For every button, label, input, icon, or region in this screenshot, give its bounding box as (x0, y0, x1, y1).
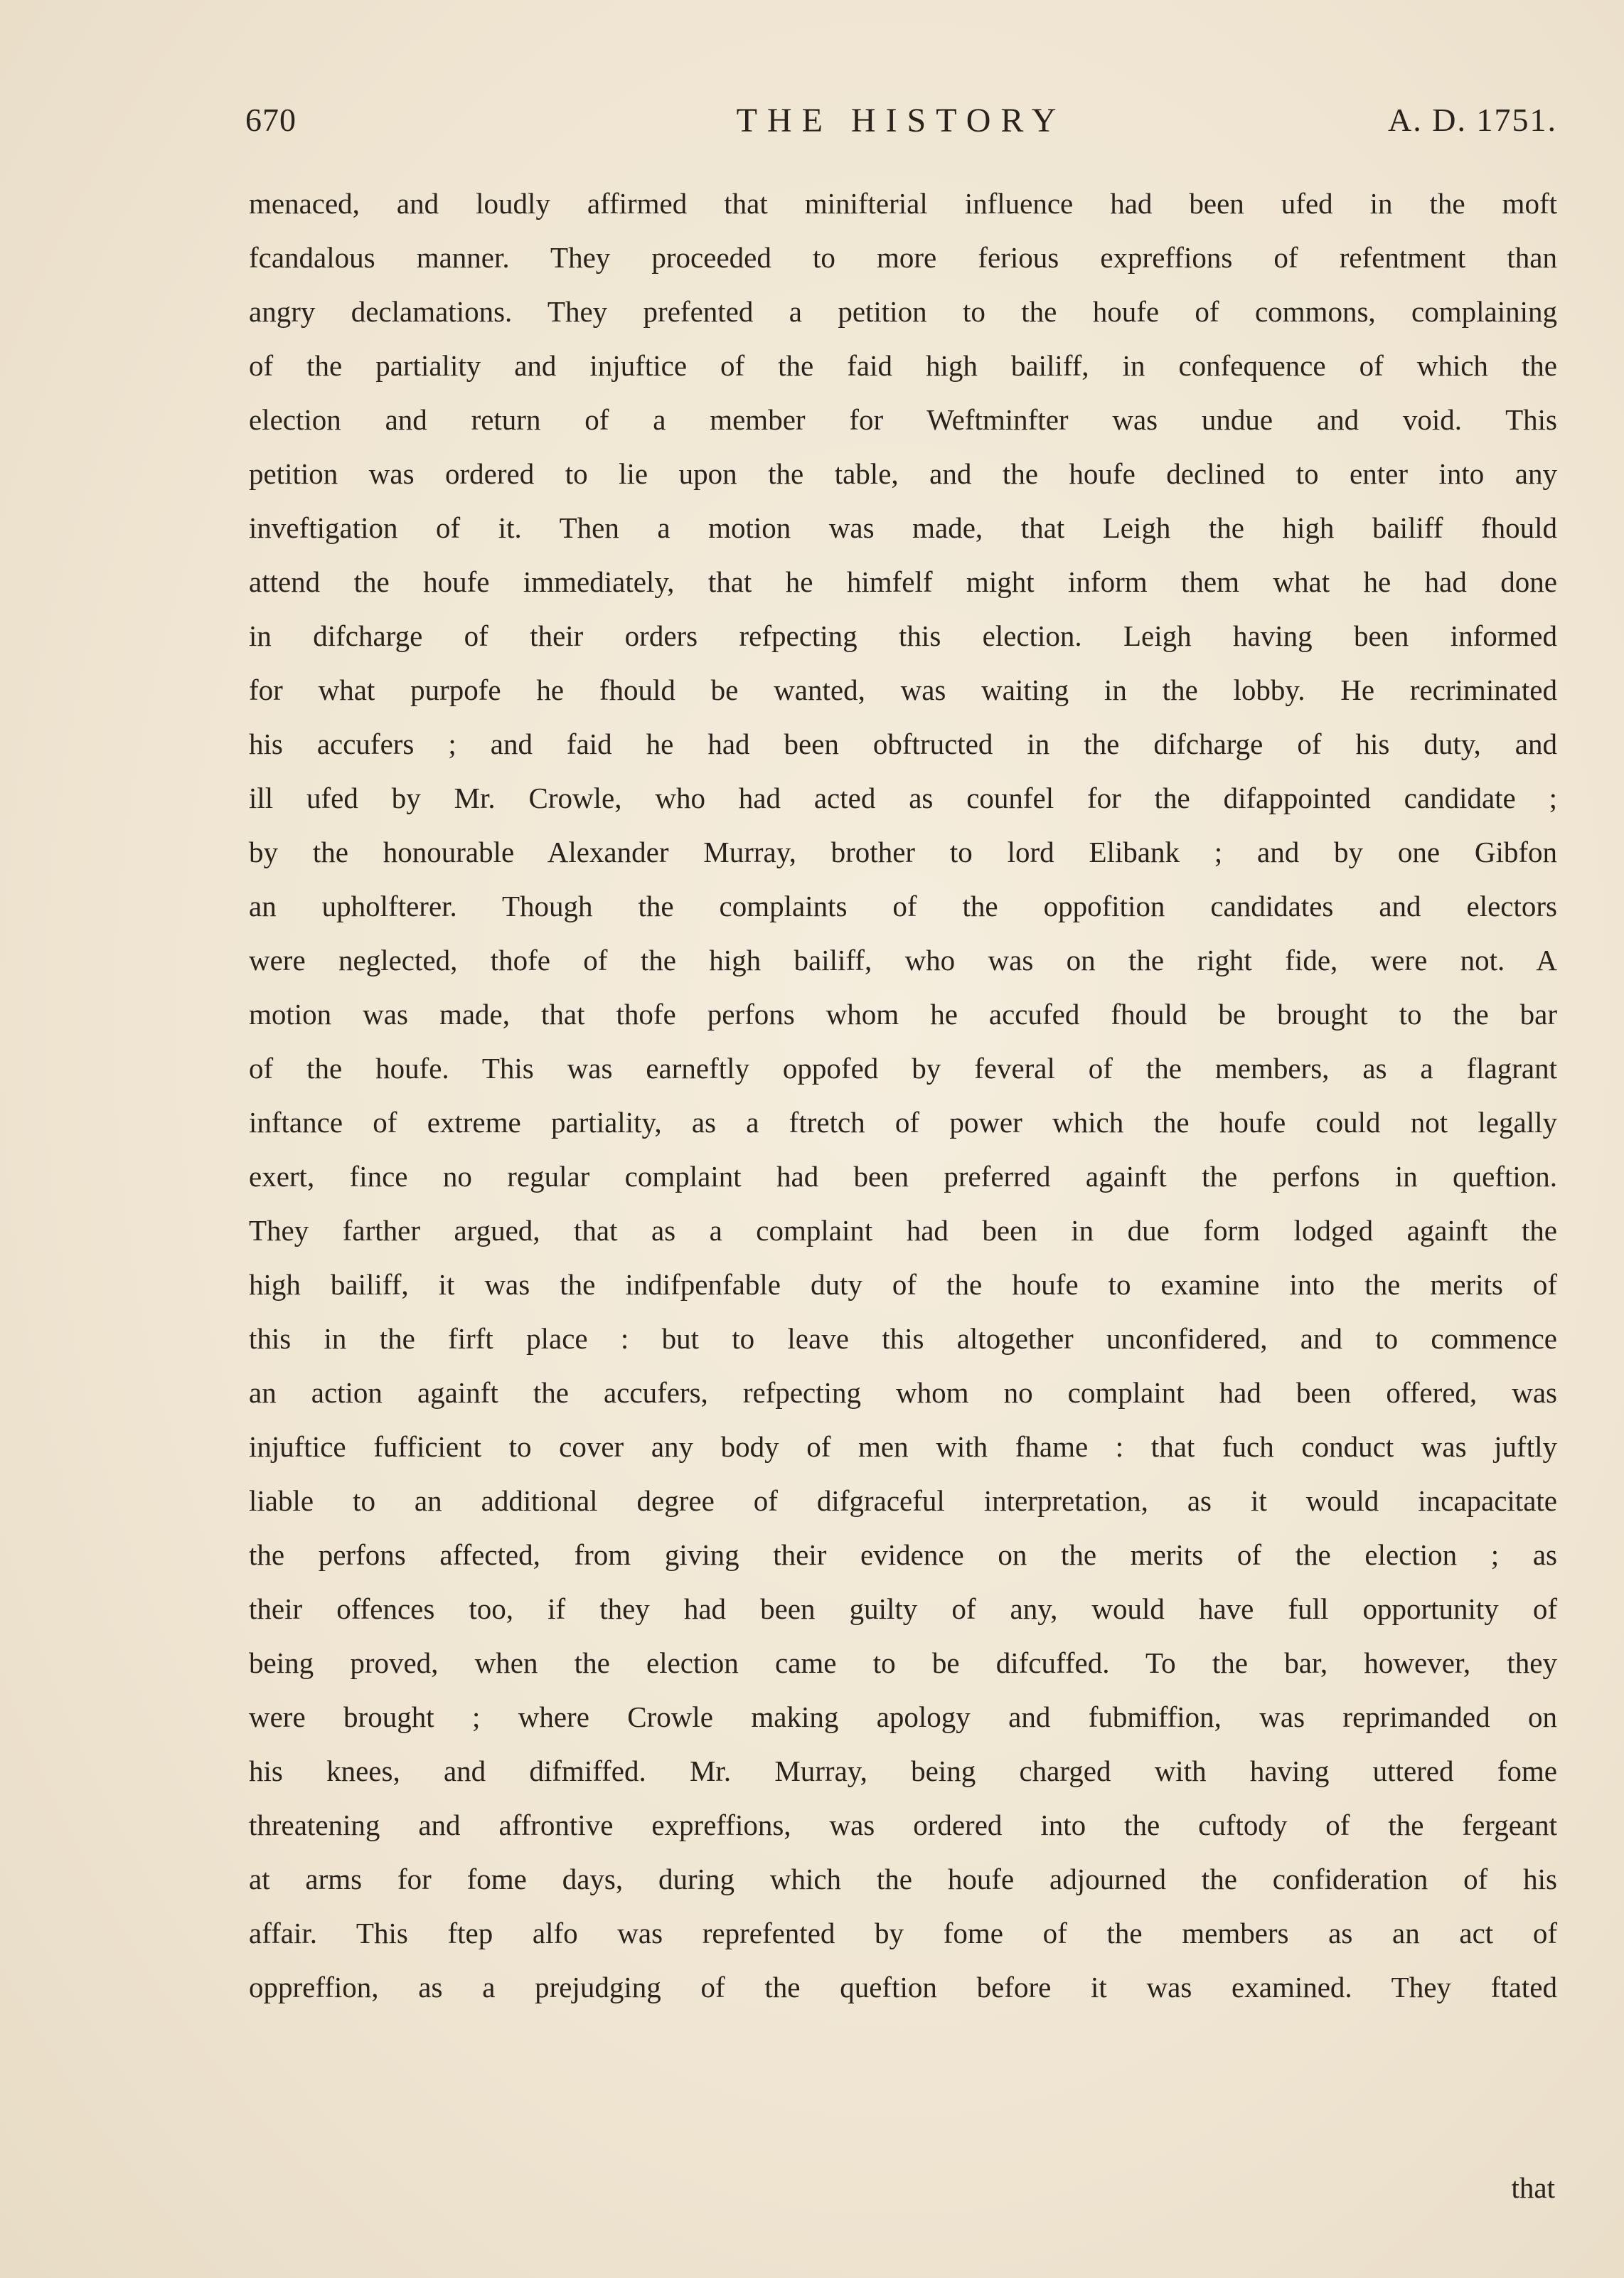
page-number: 670 (245, 102, 297, 138)
text-line: an action againft the accufers, refpecting whom no complaint had been offered, was (249, 1376, 1557, 1409)
text-line: his accufers ; and faid he had been obftructed in the difcharge of his duty, and (249, 728, 1557, 760)
text-line: election and return of a member for Weftminfter was undue and void. This (249, 403, 1557, 436)
text-line: menaced, and loudly affirmed that minifterial influence had been ufed in the moft (249, 187, 1557, 220)
text-line: injuftice fufficient to cover any body of men with fhame : that fuch conduct was juftly (249, 1430, 1557, 1463)
text-line: were brought ; where Crowle making apology and fubmiffion, was reprimanded on (249, 1700, 1557, 1733)
text-line: oppreffion, as a prejudging of the queftion before it was examined. They ftated (249, 1971, 1557, 2003)
text-line: high bailiff, it was the indifpenfable duty of the houfe to examine into the merits of (249, 1268, 1557, 1301)
running-title: THE HISTORY (736, 102, 1067, 139)
text-line: attend the houfe immediately, that he himfelf might inform them what he had done (249, 565, 1557, 598)
text-line: of the partiality and injuftice of the faid high bailiff, in confequence of which the (249, 349, 1557, 382)
text-line: being proved, when the election came to be difcuffed. To the bar, however, they (249, 1646, 1557, 1679)
text-line: this in the firft place : but to leave this altogether unconfidered, and to commence (249, 1322, 1557, 1355)
text-line: inveftigation of it. Then a motion was made, that Leigh the high bailiff fhould (249, 511, 1557, 544)
text-line: of the houfe. This was earneftly oppofed by feveral of the members, as a flagrant (249, 1052, 1557, 1085)
text-line: ill ufed by Mr. Crowle, who had acted as counfel for the difappointed candidate ; (249, 782, 1557, 814)
text-line: inftance of extreme partiality, as a ftretch of power which the houfe could not legally (249, 1106, 1557, 1139)
text-line: motion was made, that thofe perfons whom he accufed fhould be brought to the bar (249, 998, 1557, 1031)
text-line: fcandalous manner. They proceeded to more ferious expreffions of refentment than (249, 241, 1557, 274)
text-line: angry declamations. They prefented a petition to the houfe of commons, complaining (249, 295, 1557, 328)
running-date: A. D. 1751. (1388, 102, 1557, 138)
catchword: that (1511, 2171, 1555, 2204)
text-line: threatening and affrontive expreffions, was ordered into the cuftody of the fergeant (249, 1809, 1557, 1841)
page-header (245, 101, 1557, 151)
text-line: exert, fince no regular complaint had been preferred againft the perfons in queftion. (249, 1160, 1557, 1193)
body-text (249, 176, 1557, 2014)
text-line: affair. This ftep alfo was reprefented by fome of the members as an act of (249, 1917, 1557, 1949)
text-line: at arms for fome days, during which the houfe adjourned the confideration of his (249, 1863, 1557, 1895)
text-line: an upholfterer. Though the complaints of the oppofition candidates and electors (249, 890, 1557, 922)
text-line: the perfons affected, from giving their evidence on the merits of the election ; as (249, 1538, 1557, 1571)
text-line: by the honourable Alexander Murray, brother to lord Elibank ; and by one Gibfon (249, 836, 1557, 868)
text-line: liable to an additional degree of difgraceful interpretation, as it would incapacitate (249, 1484, 1557, 1517)
text-line: were neglected, thofe of the high bailiff, who was on the right fide, were not. A (249, 944, 1557, 976)
text-line: their offences too, if they had been guilty of any, would have full opportunity of (249, 1592, 1557, 1625)
text-line: They farther argued, that as a complaint had been in due form lodged againft the (249, 1214, 1557, 1247)
text-line: for what purpofe he fhould be wanted, was waiting in the lobby. He recriminated (249, 674, 1557, 706)
text-line: his knees, and difmiffed. Mr. Murray, being charged with having uttered fome (249, 1755, 1557, 1787)
text-line: in difcharge of their orders refpecting this election. Leigh having been informed (249, 619, 1557, 652)
text-line: petition was ordered to lie upon the table, and the houfe declined to enter into any (249, 457, 1557, 490)
